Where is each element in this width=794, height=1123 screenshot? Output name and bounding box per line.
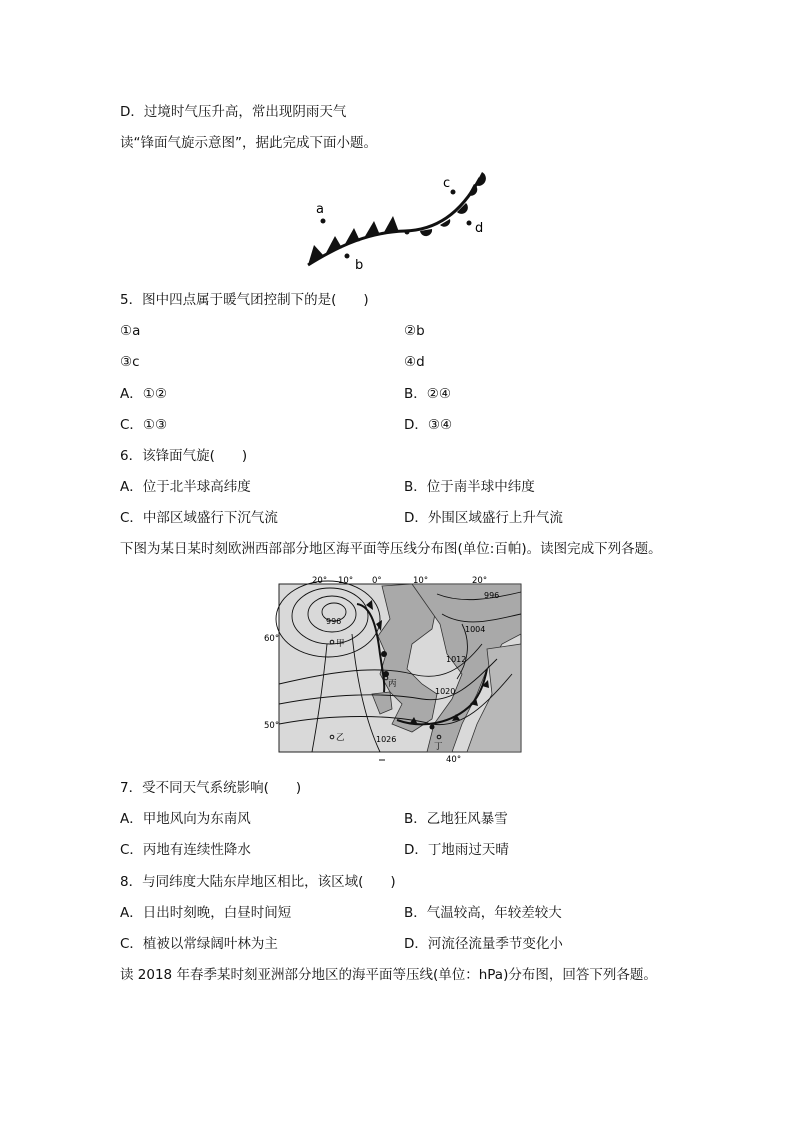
q6-stem: 6．该锋面气旋( ) xyxy=(120,448,248,464)
isobar-label-1004: 1004 xyxy=(465,625,486,634)
q8-option-c: C．植被以常绿阔叶林为主 xyxy=(120,936,278,952)
q5-stem: 5．图中四点属于暖气团控制下的是( ) xyxy=(120,292,369,308)
warm-front-semicircle xyxy=(468,184,477,196)
point-c-label: c xyxy=(443,176,451,191)
point-a-label: a xyxy=(316,202,324,217)
q7-option-c: C．丙地有连续性降水 xyxy=(120,842,251,858)
q5-option-c: C．①③ xyxy=(120,417,168,433)
europe-isobar-map xyxy=(262,574,524,764)
cold-front-triangle xyxy=(383,216,399,234)
q6-option-d: D．外围区域盛行上升气流 xyxy=(404,510,563,526)
lon-label-0: 0° xyxy=(372,576,382,586)
q5-item-3: ③c xyxy=(120,354,140,370)
q8-option-b: B．气温较高，年较差较大 xyxy=(404,905,562,921)
q4-option-d: D．过境时气压升高，常出现阴雨天气 xyxy=(120,104,347,120)
q8-stem: 8．与同纬度大陆东岸地区相比，该区域( ) xyxy=(120,874,396,890)
isobar-label-996-west: 996 xyxy=(326,617,342,626)
place-ding-label: 丁 xyxy=(434,742,443,752)
q7-stem: 7．受不同天气系统影响( ) xyxy=(120,780,302,796)
place-bing-label: 丙 xyxy=(388,679,397,689)
q5-item-2: ②b xyxy=(404,323,425,339)
q6-option-b: B．位于南半球中纬度 xyxy=(404,479,535,495)
isobar-label-1012: 1012 xyxy=(446,655,467,664)
lon-label-40: 40° xyxy=(446,755,462,764)
place-jia-label: 甲 xyxy=(336,639,345,649)
cyclone-center-dot xyxy=(405,230,410,235)
front-cyclone-diagram xyxy=(300,170,500,278)
q6-option-a: A．位于北半球高纬度 xyxy=(120,479,251,495)
q8-option-a: A．日出时刻晚，白昼时间短 xyxy=(120,905,292,921)
q8-option-d: D．河流径流量季节变化小 xyxy=(404,936,563,952)
warm-front-semicircle xyxy=(475,172,486,186)
cold-front-triangle xyxy=(364,221,380,238)
lat-label-60: 60° xyxy=(264,634,280,644)
lon-label-10e: 10° xyxy=(413,576,429,586)
lon-label-20e: 20° xyxy=(472,576,488,586)
q6-option-c: C．中部区域盛行下沉气流 xyxy=(120,510,278,526)
isobar-label-1026: 1026 xyxy=(376,735,397,744)
intro-front-cyclone: 读“锋面气旋示意图”，据此完成下面小题。 xyxy=(120,135,377,151)
point-c-dot xyxy=(451,190,456,195)
intro-asia-map: 读 2018 年春季某时刻亚洲部分地区的海平面等压线(单位：hPa)分布图，回答下列各题。 xyxy=(120,967,657,983)
isobar-label-996-east: 996 xyxy=(484,591,500,600)
warm-front-semicircle xyxy=(381,651,387,657)
point-b-label: b xyxy=(355,258,364,273)
point-d-dot xyxy=(467,221,472,226)
intro-europe-map: 下图为某日某时刻欧洲西部部分地区海平面等压线分布图(单位:百帕)。读图完成下列各题。 xyxy=(120,541,662,557)
warm-front-semicircle xyxy=(430,725,435,730)
q5-item-1: ①a xyxy=(120,323,141,339)
lon-label-10w: 10° xyxy=(338,576,354,586)
q5-option-a: A．①② xyxy=(120,386,167,402)
lon-label-20w: 20° xyxy=(312,576,328,586)
point-a-dot xyxy=(321,219,326,224)
q7-option-b: B．乙地狂风暴雪 xyxy=(404,811,508,827)
cold-front-triangle xyxy=(326,236,342,253)
place-yi-label: 乙 xyxy=(336,733,345,743)
q5-option-d: D．③④ xyxy=(404,417,453,433)
isobar-label-1020: 1020 xyxy=(435,687,456,696)
q7-option-a: A．甲地风向为东南风 xyxy=(120,811,251,827)
q7-option-d: D．丁地雨过天晴 xyxy=(404,842,509,858)
q5-item-4: ④d xyxy=(404,354,425,370)
cold-front-triangle xyxy=(308,245,324,265)
q5-option-b: B．②④ xyxy=(404,386,451,402)
point-d-label: d xyxy=(475,221,484,236)
point-b-dot xyxy=(345,254,350,259)
lat-label-50: 50° xyxy=(264,721,280,731)
